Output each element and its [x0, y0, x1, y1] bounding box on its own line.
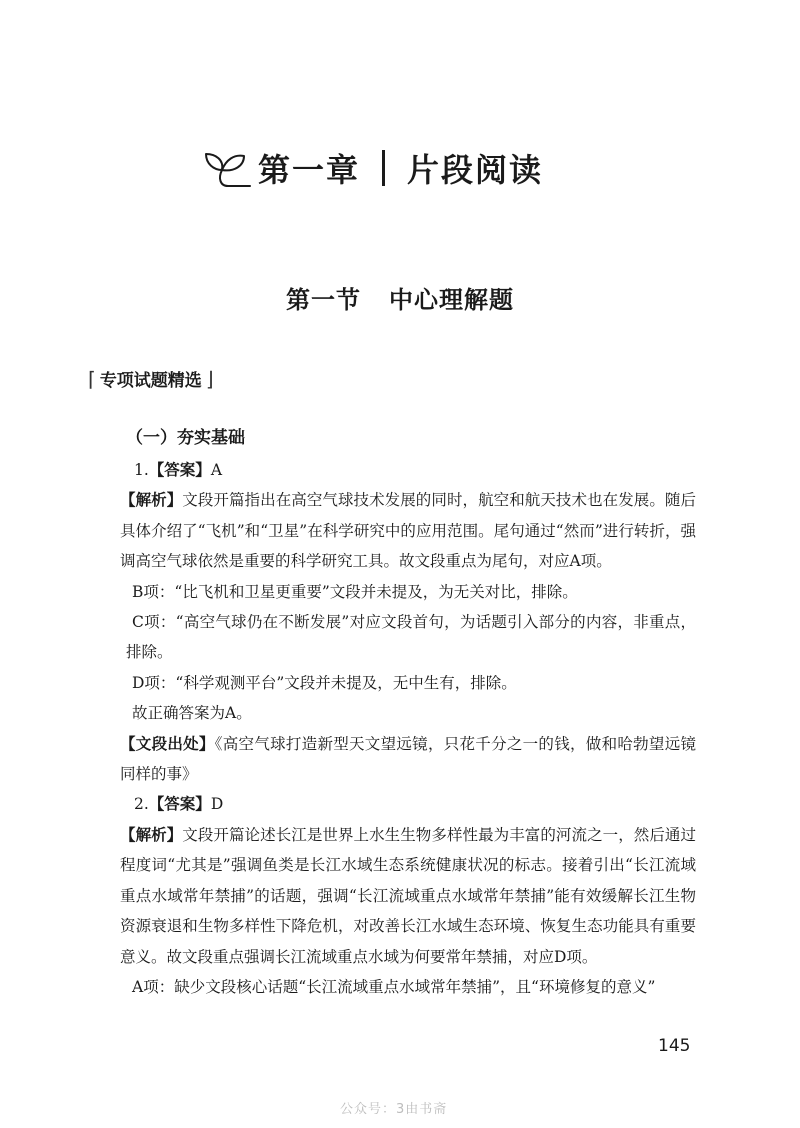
answer-value: A — [210, 461, 223, 479]
chapter-number: 第一章 — [258, 151, 361, 189]
analysis-label: 【解析】 — [120, 491, 183, 510]
option-explanation: D项：“科学观测平台”文段并未提及，无中生有，排除。 — [132, 673, 517, 692]
answer-label: 【答案】 — [148, 461, 211, 479]
section-tag-text: 专项试题精选 — [99, 371, 202, 391]
analysis-text: 文段开篇论述长江是世界上水生生物多样性最为丰富的河流之一，然后通过程度词“尤其是”强调鱼类是长江水域生态系统健康状况的标志。接着引出“长江流域重点水域常年禁捕”的话题，强调“长江流域重点水域常年禁捕”能有效缓解长江生物资源衰退和生物多样性下降危机，对改善长江水域生态环境、恢复生态功能具有重要意义。故文段重点强调长江流域重点水域为何要常年禁捕，对应D项。 — [120, 825, 696, 966]
option-explanation: B项：“比飞机和卫星更重要”文段并未提及，为无关对比，排除。 — [132, 582, 578, 601]
conclusion: 故正确答案为A。 — [132, 704, 252, 723]
question-number: 2. — [134, 795, 149, 814]
section-number: 第一节 — [286, 286, 361, 314]
section-title — [0, 280, 800, 315]
question-number: 1. — [134, 461, 149, 479]
analysis-paragraph — [120, 485, 696, 576]
chapter-heading — [200, 138, 543, 198]
watermark: 公众号：3由书斋 — [340, 1102, 448, 1117]
analysis-label: 【解析】 — [120, 825, 183, 844]
section-name: 中心理解题 — [389, 286, 514, 314]
answer-value: D — [210, 795, 224, 814]
source-text: 《高空气球打造新型天文望远镜，只花千分之一的钱，做和哈勃望远镜同样的事》 — [120, 734, 696, 784]
source-paragraph — [120, 729, 696, 790]
subsection-title: （一）夯实基础 — [126, 428, 245, 448]
answer-line — [126, 455, 696, 485]
analysis-paragraph — [120, 820, 696, 972]
option-explanation: C项：“高空气球仍在不断发展”对应文段首句，为话题引入部分的内容，非重点，排除。 — [126, 613, 696, 662]
chapter-title: 片段阅读 — [407, 151, 544, 189]
chapter-divider — [382, 150, 385, 186]
option-explanation: A项：缺少文段核心话题“长江流域重点水域常年禁捕”，且“环境修复的意义” — [132, 977, 656, 996]
section-tag: ⌈ 专项试题精选 ⌋ — [88, 366, 214, 391]
answer-line — [126, 789, 696, 819]
page-number: 145 — [658, 1036, 691, 1056]
answer-body — [120, 455, 696, 1002]
sprout-icon — [200, 142, 252, 194]
source-label: 【文段出处】 — [120, 734, 215, 753]
answer-label: 【答案】 — [148, 795, 211, 814]
analysis-text: 文段开篇指出在高空气球技术发展的同时，航空和航天技术也在发展。随后具体介绍了“飞机”和“卫星”在科学研究中的应用范围。尾句通过“然而”进行转折，强调高空气球依然是重要的科学研究工具。故文段重点为尾句，对应A项。 — [120, 491, 696, 571]
